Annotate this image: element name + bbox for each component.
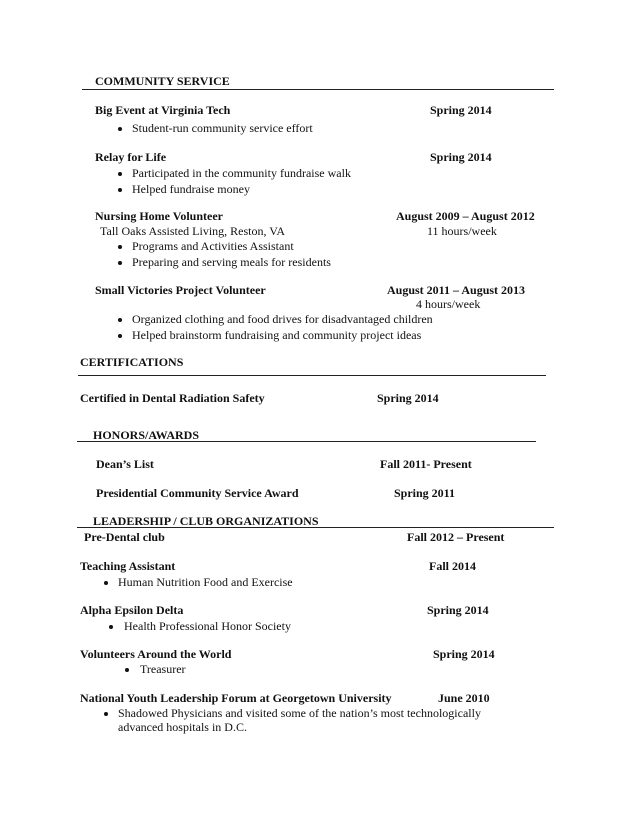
small-victories-date: August 2011 – August 2013 xyxy=(387,283,526,297)
honors-presidential-date: Spring 2011 xyxy=(394,486,456,500)
big-event-date: Spring 2014 xyxy=(430,103,492,117)
bullet-icon xyxy=(118,188,122,192)
bullet-icon xyxy=(118,334,122,338)
small-victories-bullet-1: Organized clothing and food drives for disadvantaged children xyxy=(132,312,433,326)
small-victories-title: Small Victories Project Volunteer xyxy=(95,283,266,297)
nursing-title: Nursing Home Volunteer xyxy=(95,209,224,223)
bullet-icon xyxy=(104,712,108,716)
cert-dental-title: Certified in Dental Radiation Safety xyxy=(80,391,265,405)
honors-rule xyxy=(77,441,536,442)
bullet-icon xyxy=(118,318,122,322)
cert-dental-date: Spring 2014 xyxy=(377,391,439,405)
relay-title: Relay for Life xyxy=(95,150,167,164)
leadership-rule xyxy=(77,527,554,528)
bullet-icon xyxy=(109,625,113,629)
nursing-location: Tall Oaks Assisted Living, Reston, VA xyxy=(100,224,286,238)
small-victories-hours: 4 hours/week xyxy=(416,297,481,311)
leadership-aed-title: Alpha Epsilon Delta xyxy=(80,603,184,617)
leadership-vatw-bullet-1: Treasurer xyxy=(140,662,186,676)
bullet-icon xyxy=(104,581,108,585)
certifications-rule xyxy=(78,375,546,376)
nursing-date: August 2009 – August 2012 xyxy=(396,209,535,223)
honors-heading: HONORS/AWARDS xyxy=(93,428,200,442)
bullet-icon xyxy=(118,245,122,249)
nursing-hours: 11 hours/week xyxy=(427,224,497,238)
leadership-ta-title: Teaching Assistant xyxy=(80,559,176,573)
leadership-nylf-date: June 2010 xyxy=(438,691,490,705)
relay-date: Spring 2014 xyxy=(430,150,492,164)
nursing-bullet-1: Programs and Activities Assistant xyxy=(132,239,294,253)
bullet-icon xyxy=(118,127,122,131)
bullet-icon xyxy=(118,172,122,176)
bullet-icon xyxy=(118,261,122,265)
leadership-vatw-title: Volunteers Around the World xyxy=(80,647,232,661)
honors-deans-list-date: Fall 2011- Present xyxy=(380,457,472,471)
leadership-predental-title: Pre-Dental club xyxy=(84,530,165,544)
leadership-aed-bullet-1: Health Professional Honor Society xyxy=(124,619,291,633)
big-event-bullet-1: Student-run community service effort xyxy=(132,121,313,135)
big-event-title: Big Event at Virginia Tech xyxy=(95,103,231,117)
leadership-ta-bullet-1: Human Nutrition Food and Exercise xyxy=(118,575,293,589)
relay-bullet-2: Helped fundraise money xyxy=(132,182,250,196)
nursing-bullet-2: Preparing and serving meals for residents xyxy=(132,255,331,269)
leadership-heading: LEADERSHIP / CLUB ORGANIZATIONS xyxy=(93,514,319,528)
bullet-icon xyxy=(125,668,129,672)
leadership-predental-date: Fall 2012 – Present xyxy=(407,530,505,544)
honors-deans-list-title: Dean’s List xyxy=(96,457,154,471)
small-victories-bullet-2: Helped brainstorm fundraising and community project ideas xyxy=(132,328,422,342)
community-heading: COMMUNITY SERVICE xyxy=(95,74,230,88)
leadership-ta-date: Fall 2014 xyxy=(429,559,476,573)
relay-bullet-1: Participated in the community fundraise walk xyxy=(132,166,351,180)
leadership-nylf-bullet-1: Shadowed Physicians and visited some of the nation’s most technologically advanced hospitals in D.C. xyxy=(118,706,481,734)
honors-presidential-title: Presidential Community Service Award xyxy=(96,486,299,500)
community-rule xyxy=(82,89,554,90)
leadership-aed-date: Spring 2014 xyxy=(427,603,489,617)
leadership-nylf-title: National Youth Leadership Forum at Georgetown University xyxy=(80,691,392,705)
leadership-vatw-date: Spring 2014 xyxy=(433,647,495,661)
certifications-heading: CERTIFICATIONS xyxy=(80,355,184,369)
